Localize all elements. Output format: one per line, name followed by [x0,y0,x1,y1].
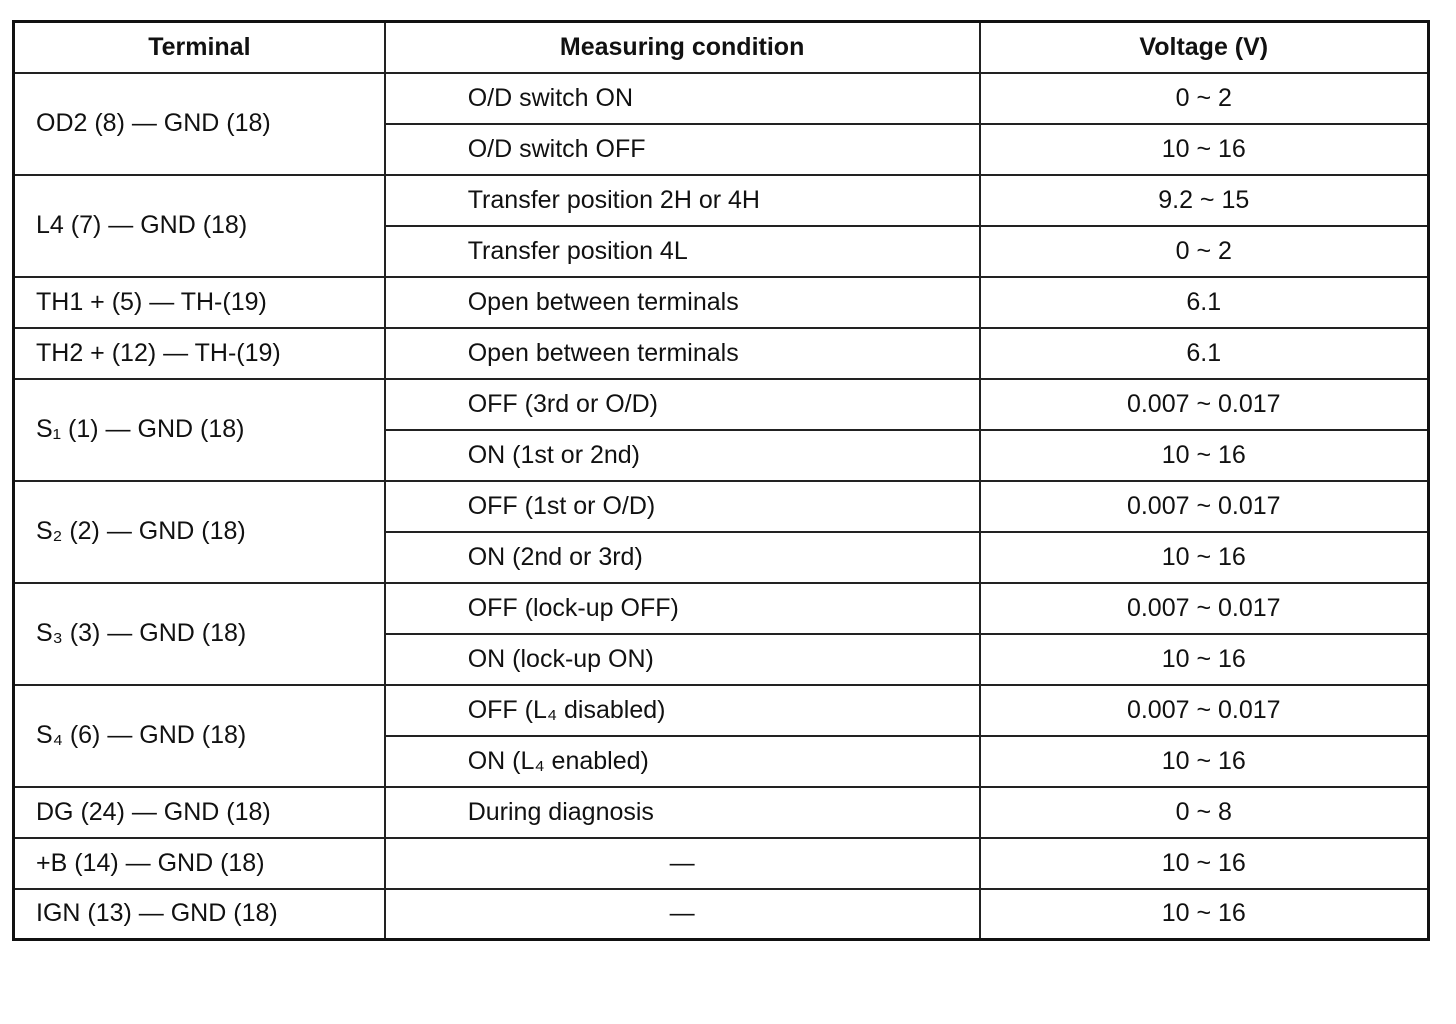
table-row [14,175,1429,226]
voltage-cell: 10 ~ 16 [980,889,1429,940]
measuring-condition-cell: O/D switch ON [385,73,980,124]
terminal-cell: OD2 (8) — GND (18) [14,73,385,175]
voltage-cell: 10 ~ 16 [980,736,1429,787]
measuring-condition-cell: — [385,889,980,940]
measuring-condition-cell: ON (1st or 2nd) [385,430,980,481]
terminal-cell: TH2 + (12) — TH-(19) [14,328,385,379]
voltage-cell: 10 ~ 16 [980,532,1429,583]
measuring-condition-cell: O/D switch OFF [385,124,980,175]
voltage-cell: 0.007 ~ 0.017 [980,481,1429,532]
voltage-cell: 0 ~ 2 [980,73,1429,124]
measuring-condition-cell: Transfer position 2H or 4H [385,175,980,226]
terminal-voltage-table [12,20,1430,941]
measuring-condition-cell: OFF (3rd or O/D) [385,379,980,430]
measuring-condition-cell: Transfer position 4L [385,226,980,277]
terminal-cell: IGN (13) — GND (18) [14,889,385,940]
table-row [14,379,1429,430]
voltage-cell: 10 ~ 16 [980,124,1429,175]
measuring-condition-cell: Open between terminals [385,277,980,328]
voltage-cell: 6.1 [980,328,1429,379]
voltage-cell: 6.1 [980,277,1429,328]
voltage-cell: 0.007 ~ 0.017 [980,379,1429,430]
voltage-cell: 10 ~ 16 [980,430,1429,481]
terminal-cell: DG (24) — GND (18) [14,787,385,838]
table-row [14,277,1429,328]
voltage-cell: 0 ~ 8 [980,787,1429,838]
voltage-cell: 0.007 ~ 0.017 [980,583,1429,634]
measuring-condition-cell: During diagnosis [385,787,980,838]
table-row [14,838,1429,889]
measuring-condition-cell: OFF (L₄ disabled) [385,685,980,736]
table-row [14,328,1429,379]
terminal-cell: S₃ (3) — GND (18) [14,583,385,685]
voltage-cell: 10 ~ 16 [980,634,1429,685]
table-row [14,685,1429,736]
voltage-cell: 0 ~ 2 [980,226,1429,277]
voltage-cell: 0.007 ~ 0.017 [980,685,1429,736]
terminal-cell: S₄ (6) — GND (18) [14,685,385,787]
terminal-cell: +B (14) — GND (18) [14,838,385,889]
terminal-cell: L4 (7) — GND (18) [14,175,385,277]
table-row [14,73,1429,124]
measuring-condition-cell: — [385,838,980,889]
measuring-condition-cell: ON (2nd or 3rd) [385,532,980,583]
table-header-row [14,22,1429,73]
measuring-condition-cell: OFF (1st or O/D) [385,481,980,532]
measuring-condition-cell: ON (lock-up ON) [385,634,980,685]
table-row [14,889,1429,940]
header-measuring-condition: Measuring condition [385,22,980,73]
voltage-cell: 10 ~ 16 [980,838,1429,889]
terminal-cell: S₂ (2) — GND (18) [14,481,385,583]
terminal-voltage-table-container [12,20,1430,941]
measuring-condition-cell: Open between terminals [385,328,980,379]
header-voltage: Voltage (V) [980,22,1429,73]
measuring-condition-cell: OFF (lock-up OFF) [385,583,980,634]
table-row [14,583,1429,634]
table-row [14,481,1429,532]
voltage-cell: 9.2 ~ 15 [980,175,1429,226]
table-body [14,73,1429,940]
terminal-cell: S₁ (1) — GND (18) [14,379,385,481]
header-terminal: Terminal [14,22,385,73]
terminal-cell: TH1 + (5) — TH-(19) [14,277,385,328]
table-row [14,787,1429,838]
measuring-condition-cell: ON (L₄ enabled) [385,736,980,787]
